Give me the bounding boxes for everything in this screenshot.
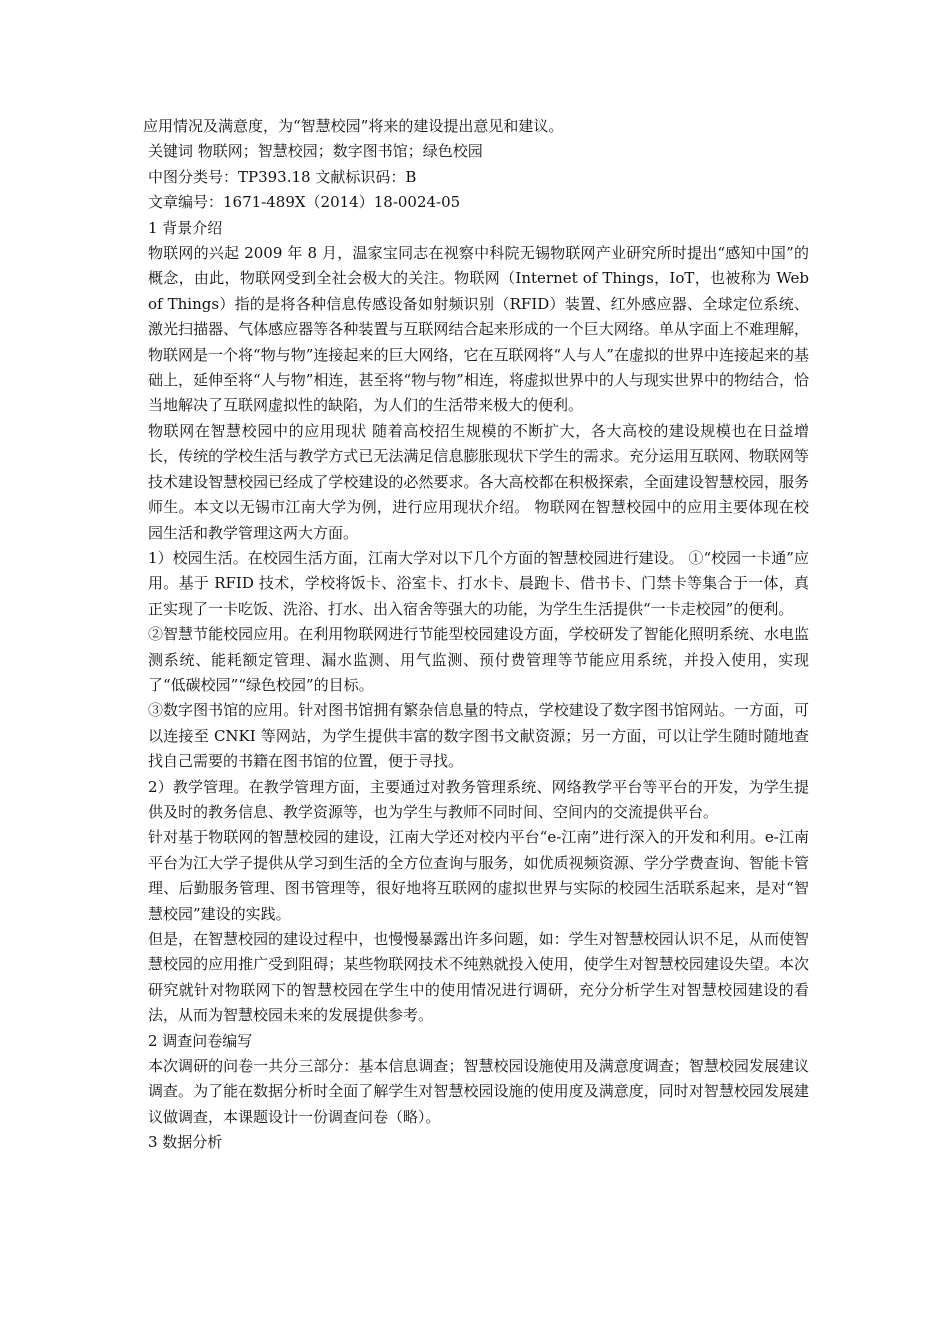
paragraph-energy-saving: ②智慧节能校园应用。在利用物联网进行节能型校园建设方面，学校研发了智能化照明系统、水电监测系统、能耗额定管理、漏水监测、用气监测、预付费管理等节能应用系统，并投入使用，实现了“低碳校园”“绿色校园”的目标。 <box>148 625 809 694</box>
document-page <box>143 114 809 1156</box>
paragraph-e-jiangnan: 针对基于物联网的智慧校园的建设，江南大学还对校内平台“e-江南”进行深入的开发和利用。e-江南平台为江大学子提供从学习到生活的全方位查询与服务，如优质视频资源、学分学费查询、智能卡管理、后勤服务管理、图书管理等，很好地将互联网的虚拟世界与实际的校园生活联系起来，是对“智慧校园”建设的实践。 <box>148 828 809 923</box>
paragraph-survey: 本次调研的问卷一共分三部分：基本信息调查；智慧校园设施使用及满意度调查；智慧校园发展建议调查。为了能在数据分析时全面了解学生对智慧校园设施的使用度及满意度，同时对智慧校园发展建议做调查，本课题设计一份调查问卷（略）。 <box>148 1057 809 1126</box>
intro-tail: 应用情况及满意度，为“智慧校园”将来的建设提出意见和建议。 <box>143 117 564 135</box>
paragraph-application-status: 物联网在智慧校园中的应用现状 随着高校招生规模的不断扩大，各大高校的建设规模也在日益增长，传统的学校生活与教学方式已无法满足信息膨胀现状下学生的需求。充分运用互联网、物联网等技术建设智慧校园已经成了学校建设的必然要求。各大高校都在积极探索，全面建设智慧校园，服务师生。本文以无锡市江南大学为例，进行应用现状介绍。 物联网在智慧校园中的应用主要体现在校园生活和教学管理这两大方面。 <box>148 421 809 542</box>
paragraph-campus-life: 1）校园生活。在校园生活方面，江南大学对以下几个方面的智慧校园进行建设。 ①“校园一卡通”应用。基于 RFID 技术，学校将饭卡、浴室卡、打水卡、晨跑卡、借书卡、门禁卡等集合于一体，真正实现了一卡吃饭、洗浴、打水、出入宿舍等强大的功能，为学生生活提供“一卡走校园”的便利。 <box>148 548 809 618</box>
section-3-heading: 3 数据分析 <box>148 1133 223 1152</box>
section-1-heading: 1 背景介绍 <box>148 218 223 237</box>
paragraph-digital-library: ③数字图书馆的应用。针对图书馆拥有繁杂信息量的特点，学校建设了数字图书馆网站。一方面，可以连接至 CNKI 等网站，为学生提供丰富的数字图书文献资源；另一方面，可以让学生随时随地查找自己需要的书籍在图书馆的位置，便于寻找。 <box>148 701 809 771</box>
classification-number: 中图分类号：TP393.18 文献标识码：B <box>148 167 417 186</box>
paragraph-background: 物联网的兴起 2009 年 8 月，温家宝同志在视察中科院无锡物联网产业研究所时提出“感知中国”的概念，由此，物联网受到全社会极大的关注。物联网（Internet of Things，IoT，也被称为 Web of Things）指的是将各种信息传感设备如射频识别（RFID）装置、红外感应器、全球定位系统、激光扫描器、气体感应器等各种装置与互联网结合起来形成的一个巨大网络。单从字面上不难理解，物联网是一个将“物与物”连接起来的巨大网络，它在互联网将“人与人”在虚拟的世界中连接起来的基础上，延伸至将“人与物”相连，甚至将“物与物”相连，将虚拟世界中的人与现实世界中的物结合，恰当地解决了互联网虚拟性的缺陷，为人们的生活带来极大的便利。 <box>148 244 809 415</box>
paragraph-teaching-management: 2）教学管理。在教学管理方面，主要通过对教务管理系统、网络教学平台等平台的开发，为学生提供及时的教务信息、教学资源等，也为学生与教师不同时间、空间内的交流提供平台。 <box>148 777 809 821</box>
article-number: 文章编号：1671-489X（2014）18-0024-05 <box>148 193 461 212</box>
section-2-heading: 2 调查问卷编写 <box>148 1031 253 1050</box>
paragraph-problems: 但是，在智慧校园的建设过程中，也慢慢暴露出许多问题，如：学生对智慧校园认识不足，从而使智慧校园的应用推广受到阻碍；某些物联网技术不纯熟就投入使用，使学生对智慧校园建设失望。本次研究就针对物联网下的智慧校园在学生中的使用情况进行调研，充分分析学生对智慧校园建设的看法，从而为智慧校园未来的发展提供参考。 <box>148 930 809 1025</box>
keywords: 关键词 物联网；智慧校园；数字图书馆；绿色校园 <box>148 142 483 161</box>
